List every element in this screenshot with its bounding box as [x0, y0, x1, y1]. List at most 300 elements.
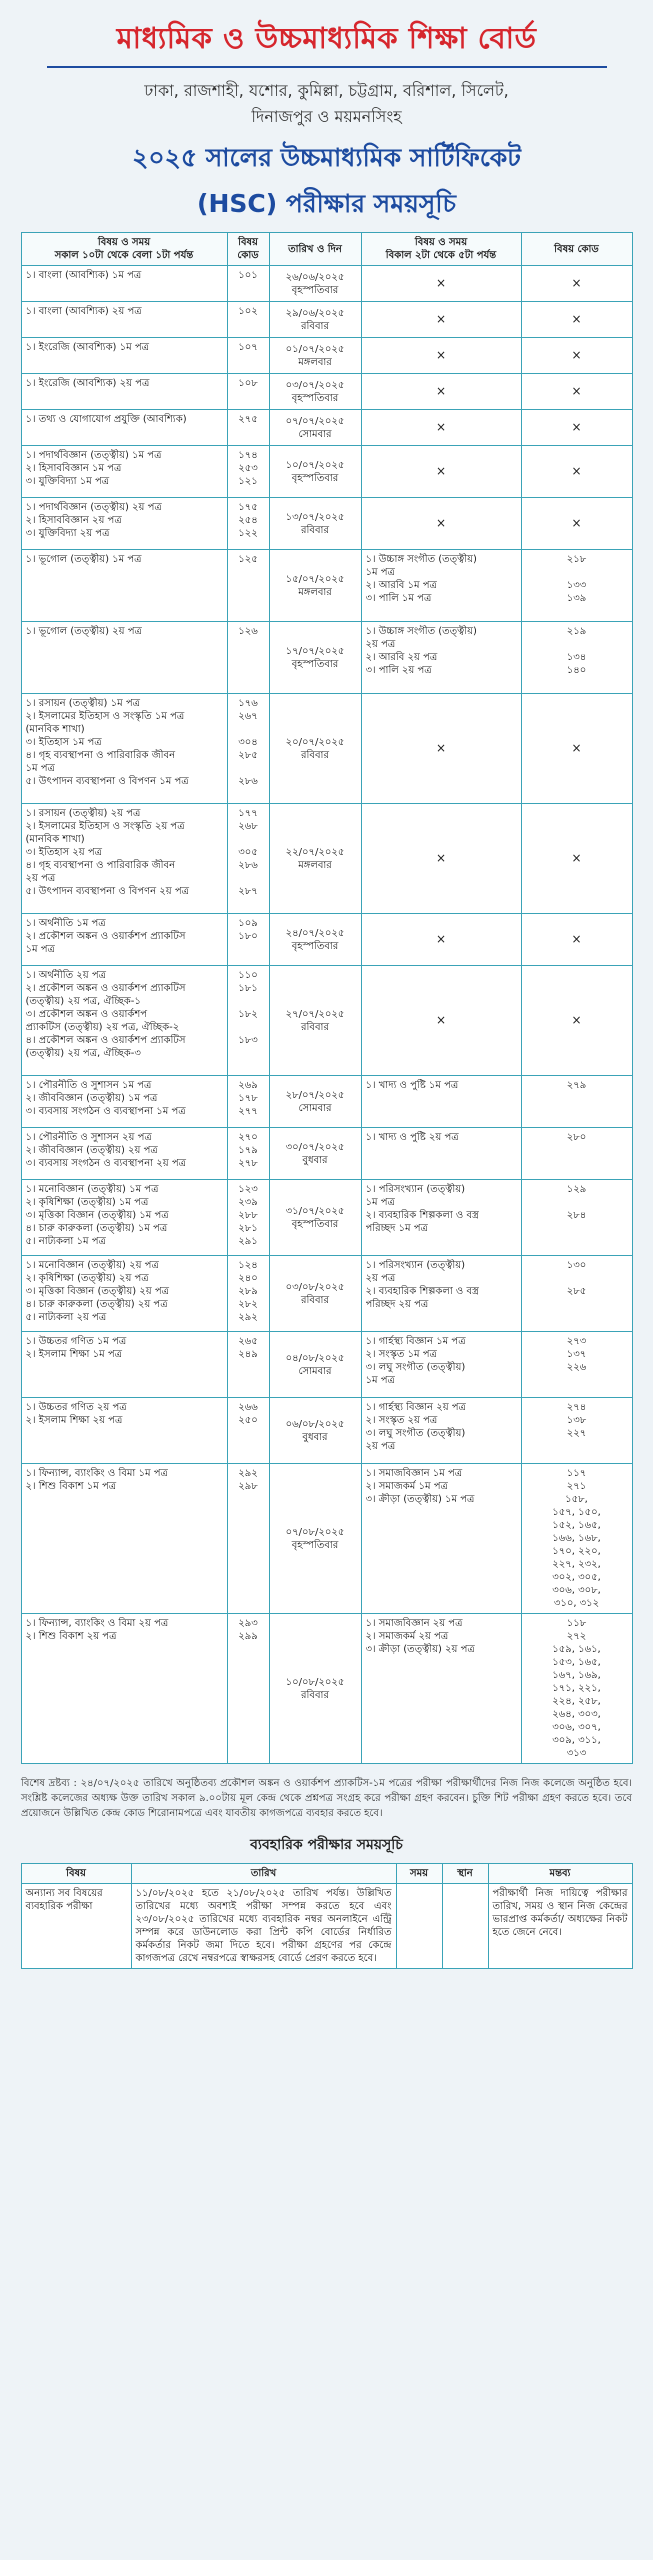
am-subject-header-line2: সকাল ১০টা থেকে বেলা ১টা পর্যন্ত — [54, 250, 194, 261]
am-subject-line: ১। মনোবিজ্ঞান (তত্ত্বীয়) ২য় পত্র — [25, 1260, 159, 1271]
am-subject-cell — [21, 498, 227, 550]
pm-subject-code: ১৩৩ — [566, 580, 587, 591]
date-cell — [269, 1464, 361, 1614]
am-subject-cell — [21, 1398, 227, 1464]
subject-code-cell — [227, 694, 269, 804]
am-subject-line: ২য় পত্র — [25, 873, 56, 884]
am-subject-line: ৪। চারু কারুকলা (তত্ত্বীয়) ২য় পত্র — [25, 1299, 168, 1310]
date-line: বৃহস্পতিবার — [291, 1539, 339, 1551]
exam-title-line-2: (HSC) পরীক্ষার সময়সূচি — [197, 189, 456, 218]
pm-subject-line: ১। গার্হস্থ্য বিজ্ঞান ২য় পত্র — [365, 1402, 466, 1413]
date-cell — [269, 550, 361, 622]
am-subject-cell — [21, 338, 227, 374]
am-subject-line: ২। কৃষিশিক্ষা (তত্ত্বীয়) ১ম পত্র — [25, 1197, 149, 1208]
date-line: বুধবার — [302, 1154, 328, 1166]
subject-code: ১০৭ — [238, 342, 258, 353]
pm-subject-line: ১। পরিসংখ্যান (তত্ত্বীয়) — [365, 1260, 465, 1271]
no-exam-mark: × — [435, 420, 447, 434]
pm-subject-line: ৩। ক্রীড়া (তত্ত্বীয়) ১ম পত্র — [365, 1494, 475, 1505]
exam-title-line-1: ২০২৫ সালের উচ্চমাধ্যমিক সার্টিফিকেট — [132, 143, 521, 172]
am-subject-line: ১। ইংরেজি (আবশ্যিক) ২য় পত্র — [25, 378, 150, 389]
pm-subject-header — [361, 233, 521, 266]
pm-code-cell — [521, 804, 632, 914]
pm-subject-cell — [361, 374, 521, 410]
am-subject-line: ৩। ইতিহাস ২য় পত্র — [25, 847, 102, 858]
am-subject-cell — [21, 914, 227, 966]
pm-subject-code: ১৫৩, ১৬৫, — [552, 1657, 601, 1668]
subject-code-cell — [227, 302, 269, 338]
subject-code-cell — [227, 338, 269, 374]
pm-subject-cell — [361, 804, 521, 914]
subject-code: ১০৯ — [238, 918, 258, 929]
subject-code: ২৬৮ — [238, 821, 258, 832]
pm-subject-code: ৩১০, ৩১২ — [553, 1598, 600, 1609]
am-subject-line: ২। ইসলামের ইতিহাস ও সংস্কৃতি ১ম পত্র — [25, 711, 185, 722]
am-subject-cell — [21, 1128, 227, 1180]
subject-code: ১৭৬ — [238, 698, 258, 709]
pm-subject-code: ২৭১ — [566, 1481, 587, 1492]
pm-subject-line: ১। সমাজবিজ্ঞান ২য় পত্র — [365, 1618, 463, 1629]
date-line: ২৪/০৭/২০২৫ — [285, 927, 345, 939]
date-cell — [269, 410, 361, 446]
code-header — [227, 233, 269, 266]
date-line: সোমবার — [298, 1102, 332, 1114]
table-row — [21, 1128, 632, 1180]
date-cell — [269, 914, 361, 966]
date-line: ০৭/০৭/২০২৫ — [285, 415, 345, 427]
date-line: ০৪/০৮/২০২৫ — [285, 1352, 345, 1364]
no-exam-mark: × — [571, 384, 582, 398]
date-cell — [269, 374, 361, 410]
date-cell — [269, 622, 361, 694]
subject-code: ২৮৮ — [238, 1210, 258, 1221]
am-subject-line: ৩। প্রকৌশল অঙ্কন ও ওয়ার্কশপ — [25, 1009, 148, 1020]
practical-remarks: পরীক্ষার্থী নিজ দায়িত্বে পরীক্ষার তারিখ, সময় ও স্থান নিজ কেন্দ্রের ভারপ্রাপ্ত কর্মকর্তা/ অধ্যক্ষের নিকট হতে জেনে নেবে। — [488, 1884, 632, 1969]
subject-code: ১৮০ — [238, 931, 258, 942]
date-line: ২০/০৭/২০২৫ — [285, 736, 345, 748]
subject-code-cell — [227, 966, 269, 1076]
am-subject-line: (তত্ত্বীয়) ২য় পত্র, ঐচ্ছিক-৩ — [25, 1048, 141, 1059]
pm-code-cell — [521, 694, 632, 804]
am-subject-line: ১। পদার্থবিজ্ঞান (তত্ত্বীয়) ১ম পত্র — [25, 450, 162, 461]
am-subject-line: ১। ইংরেজি (আবশ্যিক) ১ম পত্র — [25, 342, 149, 353]
am-subject-line: ১। পৌরনীতি ও সুশাসন ১ম পত্র — [25, 1080, 152, 1091]
pm-subject-cell — [361, 1332, 521, 1398]
pm-subject-code: ১১৮ — [566, 1618, 587, 1629]
am-subject-line: ১ম পত্র — [25, 944, 55, 955]
subject-code — [232, 1021, 265, 1034]
table-header-row — [21, 233, 632, 266]
pm-subject-header-line2: বিকাল ২টা থেকে ৫টা পর্যন্ত — [385, 250, 497, 261]
header — [0, 0, 653, 222]
am-subject-line: ৪। গৃহ ব্যবস্থাপনা ও পারিবারিক জীবন — [25, 860, 176, 871]
pm-subject-line: পরিচ্ছদ ২য় পত্র — [365, 1299, 429, 1310]
table-row — [21, 1256, 632, 1332]
pm-subject-code: ৩০২, ৩০৫, — [552, 1572, 601, 1583]
am-subject-line: ২। ইসলাম শিক্ষা ১ম পত্র — [25, 1349, 122, 1360]
subject-code: ২৯৯ — [238, 1631, 258, 1642]
subject-code: ২৮৯ — [238, 1286, 258, 1297]
pm-subject-cell — [361, 622, 521, 694]
am-subject-cell — [21, 966, 227, 1076]
date-line: ০৬/০৮/২০২৫ — [285, 1418, 345, 1430]
pm-subject-code — [526, 1272, 628, 1285]
am-subject-line: ১। ফিন্যান্স, ব্যাংকিং ও বিমা ১ম পত্র — [25, 1468, 168, 1479]
date-line: বৃহস্পতিবার — [291, 940, 339, 952]
date-line: মঙ্গলবার — [298, 586, 332, 598]
table-row — [21, 302, 632, 338]
practical-remarks-header: মন্তব্য — [488, 1864, 632, 1884]
no-exam-mark: × — [435, 932, 447, 946]
subject-code: ২৯৮ — [238, 1481, 258, 1492]
am-subject-line: ৩। ইতিহাস ১ম পত্র — [25, 737, 102, 748]
subject-code — [232, 723, 265, 736]
am-subject-cell — [21, 1076, 227, 1128]
date-cell — [269, 1180, 361, 1256]
am-subject-line: ৩। যুক্তিবিদ্যা ২য় পত্র — [25, 528, 110, 539]
subject-code: ২৭৭ — [238, 1106, 258, 1117]
pm-subject-cell — [361, 1128, 521, 1180]
table-row — [21, 446, 632, 498]
pm-subject-line: ১। খাদ্য ও পুষ্টি ১ম পত্র — [365, 1080, 459, 1091]
am-subject-line: ২। প্রকৌশল অঙ্কন ও ওয়ার্কশপ প্র্যাকটিস — [25, 983, 186, 994]
subject-code: ২৯২ — [238, 1468, 258, 1479]
pm-subject-line: ১। পরিসংখ্যান (তত্ত্বীয়) — [365, 1184, 465, 1195]
pm-subject-code: ১৫৮, — [565, 1494, 588, 1505]
am-subject-cell — [21, 1614, 227, 1764]
am-subject-line: ১ম পত্র — [25, 763, 55, 774]
pm-subject-line: ৩। পালি ১ম পত্র — [365, 593, 432, 604]
pm-subject-code: ১৬৭, ১৬৯, — [552, 1670, 601, 1681]
practical-title: ব্যবহারিক পরীক্ষার সময়সূচি — [250, 1837, 403, 1853]
date-line: রবিবার — [301, 1294, 329, 1306]
date-line: রবিবার — [301, 749, 329, 761]
subject-code: ৩০৪ — [238, 737, 258, 748]
am-subject-cell — [21, 266, 227, 302]
am-subject-line: ৪। চারু কারুকলা (তত্ত্বীয়) ১ম পত্র — [25, 1223, 168, 1234]
pm-subject-code: ২৭৩ — [566, 1336, 587, 1347]
date-line: ৩১/০৭/২০২৫ — [285, 1205, 345, 1217]
pm-subject-line: ২য় পত্র — [365, 1273, 396, 1284]
am-subject-line: ৩। মৃত্তিকা বিজ্ঞান (তত্ত্বীয়) ১ম পত্র — [25, 1210, 169, 1221]
am-subject-header-line1: বিষয় ও সময় — [97, 237, 151, 248]
subject-code: ২৮৫ — [238, 750, 258, 761]
date-line: মঙ্গলবার — [298, 356, 332, 368]
pm-subject-code: ২৭২ — [566, 1631, 587, 1642]
practical-subject-header: বিষয় — [21, 1864, 131, 1884]
date-line: ০১/০৭/২০২৫ — [285, 343, 345, 355]
pm-subject-code: ২২৪, ২৫৮, — [552, 1696, 601, 1707]
subject-code: ১৮১ — [238, 983, 258, 994]
pm-subject-code: ৩০৬, ৩০৭, — [552, 1722, 601, 1733]
date-line: রবিবার — [301, 320, 329, 332]
am-subject-line: ৫। নাট্যকলা ১ম পত্র — [25, 1236, 106, 1247]
am-subject-line: ৩। মৃত্তিকা বিজ্ঞান (তত্ত্বীয়) ২য় পত্র — [25, 1286, 170, 1297]
date-line: রবিবার — [301, 1689, 329, 1701]
subject-code — [232, 943, 265, 956]
am-subject-cell — [21, 410, 227, 446]
pm-subject-code: ১৭১, ২২১, — [552, 1683, 601, 1694]
date-cell — [269, 302, 361, 338]
date-line: ২৬/০৬/২০২৫ — [285, 271, 345, 283]
pm-subject-code: ২৬৪, ৩০৩, — [552, 1709, 601, 1720]
no-exam-mark: × — [435, 1013, 447, 1027]
am-subject-cell — [21, 1256, 227, 1332]
cities-line-2: দিনাজপুর ও ময়মনসিংহ — [251, 107, 402, 126]
pm-subject-line: ২। সমাজকর্ম ১ম পত্র — [365, 1481, 448, 1492]
pm-subject-code: ১৩৪ — [566, 652, 587, 663]
subject-code: ২৫৩ — [238, 463, 258, 474]
subject-code: ১২৪ — [238, 1260, 258, 1271]
pm-subject-code: ১১৭ — [566, 1468, 587, 1479]
subject-code: ২৫৪ — [238, 515, 258, 526]
subject-code: ২৬৫ — [238, 1336, 258, 1347]
am-subject-line: ২। শিশু বিকাশ ১ম পত্র — [25, 1481, 117, 1492]
date-line: ২৯/০৬/২০২৫ — [285, 307, 345, 319]
date-line: ১৭/০৭/২০২৫ — [285, 645, 345, 657]
subject-code: ৩০৫ — [238, 847, 258, 858]
date-cell — [269, 1398, 361, 1464]
pm-code-cell — [521, 1256, 632, 1332]
pm-code-cell — [521, 1464, 632, 1614]
date-line: সোমবার — [298, 1365, 332, 1377]
am-subject-line: ১। উচ্চতর গণিত ১ম পত্র — [25, 1336, 127, 1347]
subject-code: ২৮৭ — [238, 886, 258, 897]
table-row — [21, 338, 632, 374]
subject-code — [232, 762, 265, 775]
pm-subject-header-line1: বিষয় ও সময় — [414, 237, 468, 248]
subject-code: ১২৫ — [238, 554, 258, 565]
date-header: তারিখ ও দিন — [269, 233, 361, 266]
table-row — [21, 622, 632, 694]
pm-subject-line: ৩। পালি ২য় পত্র — [365, 665, 432, 676]
practical-time — [396, 1884, 442, 1969]
am-subject-line: ৫। উৎপাদন ব্যবস্থাপনা ও বিপণন ২য় পত্র — [25, 886, 190, 897]
am-subject-cell — [21, 622, 227, 694]
subject-code: ২৬৭ — [238, 711, 258, 722]
subject-code: ২৮১ — [238, 1223, 258, 1234]
no-exam-mark: × — [571, 1013, 582, 1027]
practical-place-header: স্থান — [442, 1864, 488, 1884]
table-row — [21, 1398, 632, 1464]
table-row — [21, 498, 632, 550]
pm-code-cell — [521, 1398, 632, 1464]
pm-subject-line: ২। সংস্কৃত ১ম পত্র — [365, 1349, 437, 1360]
subject-code: ২৪০ — [238, 1273, 258, 1284]
no-exam-mark: × — [435, 384, 447, 398]
am-subject-line: ২। কৃষিশিক্ষা (তত্ত্বীয়) ২য় পত্র — [25, 1273, 149, 1284]
am-subject-line: ১। পৌরনীতি ও সুশাসন ২য় পত্র — [25, 1132, 152, 1143]
subject-code: ১২২ — [238, 528, 258, 539]
am-subject-cell — [21, 694, 227, 804]
pm-code-cell — [521, 1128, 632, 1180]
pm-subject-line: ১ম পত্র — [365, 567, 395, 578]
subject-code-cell — [227, 1464, 269, 1614]
am-subject-cell — [21, 1464, 227, 1614]
practical-date-header: তারিখ — [131, 1864, 396, 1884]
table-row — [21, 374, 632, 410]
pm-subject-code: ২১৯ — [566, 626, 587, 637]
pm-subject-code: ২২৭ — [566, 1428, 587, 1439]
subject-code: ১৭৭ — [238, 808, 258, 819]
pm-subject-line: ১। উচ্চাঙ্গ সংগীত (তত্ত্বীয়) — [365, 626, 477, 637]
date-cell — [269, 266, 361, 302]
pm-subject-cell — [361, 694, 521, 804]
date-line: ১৩/০৭/২০২৫ — [285, 511, 345, 523]
pm-code-cell — [521, 266, 632, 302]
am-subject-line: ১। অর্থনীতি ২য় পত্র — [25, 970, 106, 981]
routine-body — [21, 266, 632, 1764]
date-line: ২৭/০৭/২০২৫ — [285, 1008, 345, 1020]
subject-code: ১৭৮ — [238, 1093, 258, 1104]
practical-time-header: সময় — [396, 1864, 442, 1884]
table-row — [21, 1076, 632, 1128]
am-subject-line: ২। জীববিজ্ঞান (তত্ত্বীয়) ২য় পত্র — [25, 1145, 158, 1156]
subject-code-cell — [227, 914, 269, 966]
pm-subject-line: ১। গার্হস্থ্য বিজ্ঞান ১ম পত্র — [365, 1336, 466, 1347]
am-subject-cell — [21, 302, 227, 338]
pm-subject-line: ২। সমাজকর্ম ২য় পত্র — [365, 1631, 449, 1642]
no-exam-mark: × — [435, 516, 447, 530]
pm-subject-cell — [361, 338, 521, 374]
board-title: মাধ্যমিক ও উচ্চমাধ্যমিক শিক্ষা বোর্ড — [116, 21, 537, 55]
no-exam-mark: × — [435, 464, 447, 478]
pm-subject-code — [526, 1298, 628, 1311]
table-row — [21, 1464, 632, 1614]
date-cell — [269, 338, 361, 374]
am-subject-cell — [21, 1180, 227, 1256]
no-exam-mark: × — [571, 312, 582, 326]
pm-subject-code — [526, 566, 628, 579]
am-subject-line: ১। বাংলা (আবশ্যিক) ১ম পত্র — [25, 270, 142, 281]
am-subject-line: ১। ভূগোল (তত্ত্বীয়) ২য় পত্র — [25, 626, 142, 637]
pm-subject-line: ১। সমাজবিজ্ঞান ১ম পত্র — [365, 1468, 463, 1479]
date-line: ০৭/০৮/২০২৫ — [285, 1526, 345, 1538]
pm-code-cell — [521, 410, 632, 446]
pm-subject-line: পরিচ্ছদ ১ম পত্র — [365, 1223, 428, 1234]
no-exam-mark: × — [571, 741, 582, 755]
date-cell — [269, 1614, 361, 1764]
subject-code: ১২১ — [238, 476, 258, 487]
table-row — [21, 1332, 632, 1398]
am-subject-line: ১। মনোবিজ্ঞান (তত্ত্বীয়) ১ম পত্র — [25, 1184, 159, 1195]
subject-code: ২৭০ — [238, 1132, 258, 1143]
pm-subject-line: ২য় পত্র — [365, 1441, 396, 1452]
date-line: মঙ্গলবার — [298, 859, 332, 871]
pm-code-cell — [521, 1332, 632, 1398]
no-exam-mark: × — [571, 420, 582, 434]
pm-subject-code: ১৪০ — [566, 665, 587, 676]
am-subject-line: ১। তথ্য ও যোগাযোগ প্রযুক্তি (আবশ্যিক) — [25, 414, 187, 425]
date-line: ২২/০৭/২০২৫ — [285, 846, 345, 858]
pm-subject-code — [526, 1222, 628, 1235]
date-line: ১০/০৮/২০২৫ — [285, 1676, 345, 1688]
pm-subject-code — [526, 1440, 628, 1453]
am-subject-line: ৩। ব্যবসায় সংগঠন ও ব্যবস্থাপনা ১ম পত্র — [25, 1106, 186, 1117]
pm-subject-code: ১৩৭ — [566, 1349, 587, 1360]
subject-code-cell — [227, 622, 269, 694]
table-row — [21, 914, 632, 966]
subject-code: ১৭৯ — [238, 1145, 258, 1156]
subject-code: ২৫০ — [238, 1415, 258, 1426]
am-subject-line: ১। উচ্চতর গণিত ২য় পত্র — [25, 1402, 127, 1413]
subject-code: ১৮২ — [238, 1009, 258, 1020]
pm-code-cell — [521, 966, 632, 1076]
am-subject-line: ১। রসায়ন (তত্ত্বীয়) ২য় পত্র — [25, 808, 141, 819]
subject-code-cell — [227, 1614, 269, 1764]
subject-code: ১৭৫ — [238, 502, 258, 513]
subject-code-cell — [227, 1180, 269, 1256]
subject-code: ২৯১ — [238, 1236, 258, 1247]
pm-subject-code: ১২৯ — [566, 1184, 587, 1195]
am-subject-line: ২। ইসলামের ইতিহাস ও সংস্কৃতি ২য় পত্র — [25, 821, 185, 832]
am-subject-cell — [21, 804, 227, 914]
date-line: বৃহস্পতিবার — [291, 472, 339, 484]
subject-code: ১২৩ — [238, 1184, 258, 1195]
date-line: বৃহস্পতিবার — [291, 392, 339, 404]
pm-subject-line: ১। খাদ্য ও পুষ্টি ২য় পত্র — [365, 1132, 459, 1143]
pm-subject-cell — [361, 302, 521, 338]
pm-subject-cell — [361, 550, 521, 622]
subject-code — [232, 1047, 265, 1060]
pm-subject-code: ১৫৭, ১৫০, — [552, 1507, 601, 1518]
subject-code: ২৬৬ — [238, 1402, 258, 1413]
subject-code: ২৯২ — [238, 1312, 258, 1323]
date-line: রবিবার — [301, 524, 329, 536]
date-line: ২৮/০৭/২০২৫ — [285, 1089, 345, 1101]
pm-subject-code: ২৭৪ — [566, 1402, 587, 1413]
pm-subject-cell — [361, 1614, 521, 1764]
table-row — [21, 966, 632, 1076]
pm-subject-code: ২৮৪ — [566, 1210, 587, 1221]
date-line: বুধবার — [302, 1431, 328, 1443]
pm-subject-code: ৩১৩ — [566, 1748, 587, 1759]
cities-line-1: ঢাকা, রাজশাহী, যশোর, কুমিল্লা, চট্টগ্রাম, বরিশাল, সিলেট, — [144, 81, 509, 100]
pm-code-cell — [521, 1614, 632, 1764]
pm-code-cell — [521, 446, 632, 498]
date-cell — [269, 804, 361, 914]
pm-code-cell — [521, 622, 632, 694]
am-subject-header — [21, 233, 227, 266]
no-exam-mark: × — [571, 464, 582, 478]
pm-subject-code: ১৫৯, ১৬১, — [552, 1644, 601, 1655]
am-subject-line: (মানবিক শাখা) — [25, 724, 85, 735]
no-exam-mark: × — [571, 851, 582, 865]
am-subject-line: ৫। নাট্যকলা ২য় পত্র — [25, 1312, 107, 1323]
no-exam-mark: × — [571, 516, 582, 530]
pm-subject-code — [526, 638, 628, 651]
table-row — [21, 694, 632, 804]
date-cell — [269, 1128, 361, 1180]
no-exam-mark: × — [435, 348, 447, 362]
date-cell — [269, 694, 361, 804]
am-subject-line: ৩। ব্যবসায় সংগঠন ও ব্যবস্থাপনা ২য় পত্র — [25, 1158, 186, 1169]
subject-code-cell — [227, 374, 269, 410]
am-subject-line: (তত্ত্বীয়) ২য় পত্র, ঐচ্ছিক-১ — [25, 996, 141, 1007]
date-cell — [269, 1076, 361, 1128]
subject-code — [232, 833, 265, 846]
pm-subject-code: ১৬৬, ১৬৮, — [552, 1533, 601, 1544]
subject-code: ১৭৪ — [238, 450, 258, 461]
pm-subject-code: ২৮০ — [566, 1132, 587, 1143]
am-subject-line: ২। হিসাববিজ্ঞান ২য় পত্র — [25, 515, 122, 526]
pm-subject-cell — [361, 410, 521, 446]
code-header-line1: বিষয় — [238, 237, 258, 248]
pm-subject-cell — [361, 1076, 521, 1128]
subject-code: ২৬৯ — [238, 1080, 258, 1091]
subject-code: ১১০ — [238, 970, 258, 981]
pm-subject-cell — [361, 498, 521, 550]
